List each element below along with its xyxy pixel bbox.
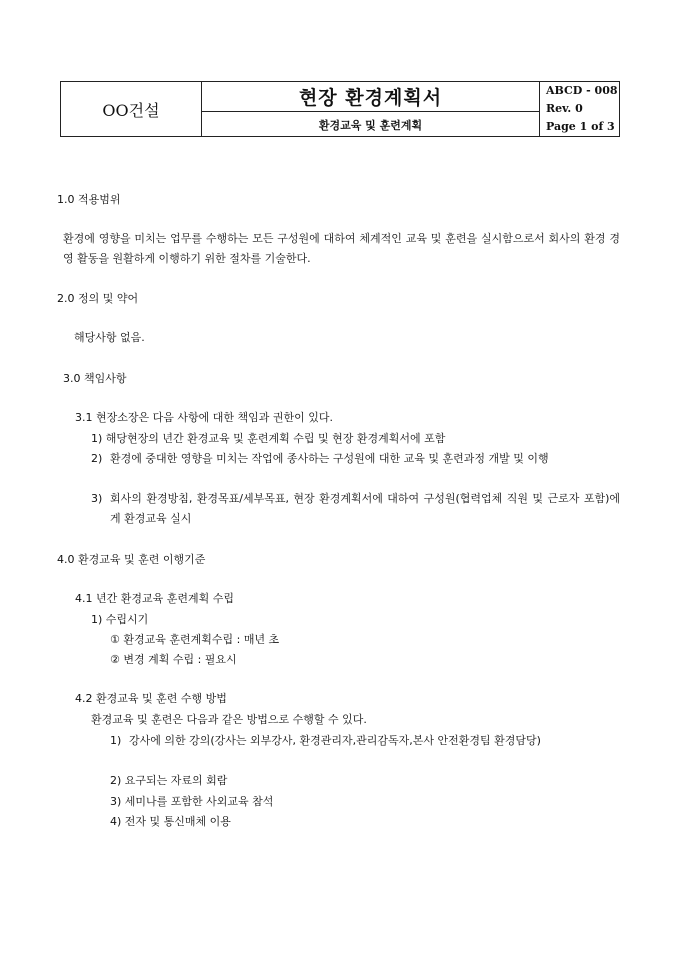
section-3-1: 3.1 현장소장은 다음 사항에 대한 책임과 권한이 있다. [75, 411, 333, 424]
page-number: Page 1 of 3 [546, 120, 615, 133]
section-4-heading: 4.0 환경교육 및 훈련 이행기준 [57, 553, 206, 566]
section-4-1-item-1: 1) 수립시기 [91, 613, 149, 626]
section-4-2-intro: 환경교육 및 훈련은 다음과 같은 방법으로 수행할 수 있다. [91, 713, 367, 726]
section-3-1-item-3-number: 3) [91, 492, 103, 505]
section-4-1-item-1-b: ② 변경 계획 수립 : 필요시 [110, 653, 237, 666]
section-3-heading: 3.0 책임사항 [63, 372, 127, 385]
section-1-heading: 1.0 적용범위 [57, 193, 121, 206]
section-2-heading: 2.0 정의 및 약어 [57, 292, 139, 305]
section-3-1-item-1: 1) 해당현장의 년간 환경교육 및 훈련계획 수립 및 현장 환경계획서에 포함 [91, 432, 446, 445]
section-2-text: 해당사항 없음. [74, 331, 145, 344]
document-subtitle: 환경교육 및 훈련계획 [202, 112, 540, 137]
section-4-2-item-4: 4) 전자 및 통신매체 이용 [110, 815, 231, 828]
document-number: ABCD - 008 [546, 84, 618, 97]
company-name: OO건설 [61, 82, 202, 136]
section-4-2-item-3: 3) 세미나를 포함한 사외교육 참석 [110, 795, 274, 808]
section-4-1: 4.1 년간 환경교육 훈련계획 수립 [75, 592, 234, 605]
section-3-1-item-2-number: 2) [91, 452, 103, 465]
document-title: 현장 환경계획서 [202, 82, 540, 112]
section-3-1-item-3: 회사의 환경방침, 환경목표/세부목표, 현장 환경계획서에 대하여 구성원(협력업체 직원 및 근로자 포함)에게 환경교육 실시 [110, 492, 620, 525]
section-4-1-item-1-a: ① 환경교육 훈련계획수립 : 매년 초 [110, 633, 280, 646]
document-meta [540, 82, 620, 136]
document-header-table [60, 81, 620, 137]
section-1-text: 환경에 영향을 미치는 업무를 수행하는 모든 구성원에 대하여 체계적인 교육 및 훈련을 실시함으로서 회사의 환경 경영 활동을 원활하게 이행하기 위한 절차를 기술한다. [63, 232, 620, 265]
section-4-2-item-2: 2) 요구되는 자료의 회람 [110, 774, 228, 787]
section-4-2: 4.2 환경교육 및 훈련 수행 방법 [75, 692, 227, 705]
section-3-1-item-2: 환경에 중대한 영향을 미치는 작업에 종사하는 구성원에 대한 교육 및 훈련과정 개발 및 이행 [110, 452, 549, 465]
section-4-2-item-1-number: 1) [110, 734, 122, 747]
revision-number: Rev. 0 [546, 102, 583, 115]
section-4-2-item-1: 강사에 의한 강의(강사는 외부강사, 환경관리자,관리감독자,본사 안전환경팀 환경담당) [129, 734, 541, 747]
